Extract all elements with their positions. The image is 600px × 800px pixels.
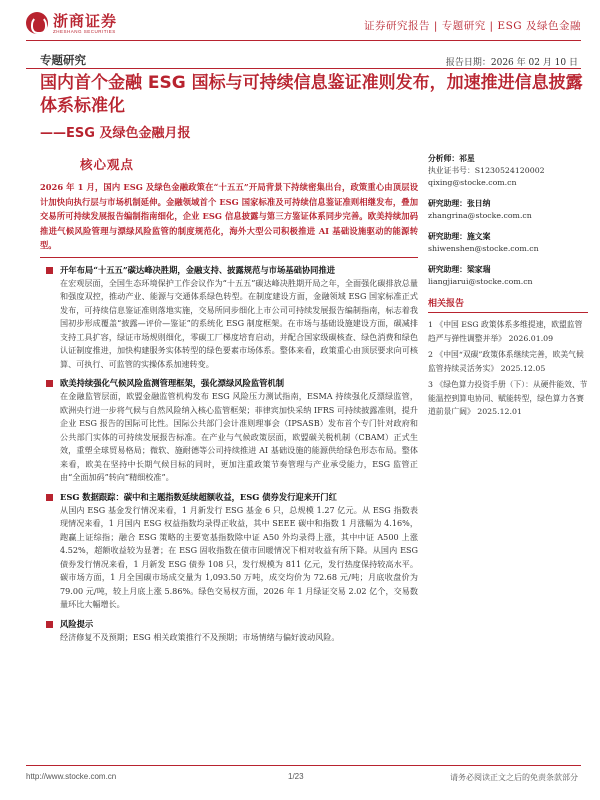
square-bullet-icon xyxy=(46,494,53,501)
analyst-cert: 执业证书号：S1230524120002 xyxy=(428,166,545,175)
lead-paragraph: 2026 年 1 月，国内 ESG 及绿色金融政策在“十五五”开局背景下持续密集出台，政策重心由顶层设计加快向执行层与市场机制延伸。金融领域首个 ESG 国家标准及可持续信息鉴证准则相继发布，叠加交易所可持续发展报告编制指南细化，企业 ESG 信息披露与第三方鉴证体系同步完善。欧美持续加码推进气候风险管理与漂绿风险监管的制度规范化，海外大型公司积极推进 AI 基础设施驱动的能源转型。 xyxy=(40,182,418,251)
report-title: 国内首个金融 ESG 国标与可持续信息鉴证准则发布，加速推进信息披露体系标准化 xyxy=(40,73,583,116)
section-body: 在宏观层面，全国生态环境保护工作会议作为“十五五”碳达峰决胜期开局之年，全面强化碳排放总量和强度双控，推动产业、能源与交通体系绿色转型。在制度建设方面，金融领域 ESG 国家标准正式发布，可持续信息鉴证准则落地实施，交易所同步细化上市公司可持续发展报告编制指南，标志着我国初步形成覆盖“披露—评价—鉴证”的系统化 ESG 制度框架。在市场与基础设施建设方面，碳减排支持工具扩容，绿证市场规则细化，零碳工厂梯度培育启动，并配合国家级碳核查、绿色消费和绿色认证制度推进，加快构建服务实体转型的绿色要素市场体系。整体来看，政策重心由顶层要求向可核算、可执行、可监管的实操体系加速转变。 xyxy=(60,277,418,369)
disclaimer-note: 请务必阅读正文之后的免责条款部分 xyxy=(450,773,578,782)
analyst-email[interactable]: qixing@stocke.com.cn xyxy=(428,178,517,187)
company-logo xyxy=(26,12,117,34)
footer-website-link[interactable]: http://www.stocke.com.cn xyxy=(26,772,117,781)
assistant-email[interactable]: zhangrina@stocke.com.cn xyxy=(428,211,532,220)
sidebar xyxy=(428,152,588,422)
core-views-heading: 核心观点 xyxy=(80,157,135,172)
related-report-item[interactable]: 3 《绿色算力投资手册（下）：从硬件能效、节能温控到算电协同、赋能转型，绿色算力各赛道前景广阔》 2025.12.01 xyxy=(428,380,588,416)
logo-name-cn: 浙商证券 xyxy=(53,11,118,30)
assistant-info xyxy=(428,230,588,255)
section-heading: 欧美持续强化气候风险监测管理框架，强化漂绿风险监管机制 xyxy=(60,378,285,389)
section-body: 在金融监管层面，欧盟金融监管机构发布 ESG 风险压力测试指南，ESMA 持续强化反漂绿监管，欧洲央行进一步将气候与自然风险纳入核心监管框架；菲律宾加快采纳 IFRS 可持续披露准则，提升企业 ESG 报告的国际可比性。国际公共部门会计准则理事会（IPSASB）发布首个专门针对政府和公共部门实体的可持续发展报告标准。在产业与气候政策层面，欧盟碳关税机制（CBAM）正式生效，重塑全球贸易格局；微软、施耐德等公司持续推进 AI 基础设施的能源供给绿色形态布局。整体来看，欧美在坚持中长期气候目标的同时，更加注重政策节奏管理与产业承受能力，ESG 监管正由“全面加码”转向“精细校准”。 xyxy=(60,391,418,483)
main-content xyxy=(40,180,418,644)
title-divider xyxy=(26,68,581,69)
section-data-tracking xyxy=(40,491,418,612)
related-report-item[interactable]: 1 《中国 ESG 政策体系多维提速，欧盟监管趋严与弹性调整并举》 2026.01.09 xyxy=(428,320,583,343)
assistant-email[interactable]: liangjiarui@stocke.com.cn xyxy=(428,277,533,286)
logo-name-en: ZHESHANG SECURITIES xyxy=(53,28,116,34)
section-overseas xyxy=(40,377,418,485)
related-reports-heading: 相关报告 xyxy=(428,296,588,313)
header-divider xyxy=(26,40,581,41)
assistant-email[interactable]: shiwenshen@stocke.com.cn xyxy=(428,244,539,253)
assistant-info xyxy=(428,197,588,222)
square-bullet-icon xyxy=(46,621,53,628)
page-number: 1/23 xyxy=(288,772,304,781)
assistant-name: 研究助理：施文案 xyxy=(428,232,491,241)
lead-divider xyxy=(40,257,418,258)
section-risk xyxy=(40,618,418,645)
section-heading: 开年布局“十五五”碳达峰决胜期，金融支持、披露规范与市场基础协同推进 xyxy=(60,264,336,275)
header-category: 证券研究报告 | 专题研究 | ESG 及绿色金融 xyxy=(363,20,581,32)
section-body: 经济修复不及预期；ESG 相关政策推行不及预期；市场情绪与偏好波动风险。 xyxy=(60,631,340,642)
assistant-info xyxy=(428,263,588,288)
assistant-name: 研究助理：张日纳 xyxy=(428,199,491,208)
page-header xyxy=(26,10,581,38)
related-reports-list xyxy=(428,318,588,419)
logo-icon xyxy=(26,12,48,34)
footer-divider xyxy=(26,765,581,766)
section-heading: 风险提示 xyxy=(60,618,94,629)
report-date: 报告日期：2026 年 02 月 10 日 xyxy=(445,58,578,68)
section-policy xyxy=(40,264,418,372)
report-series: ——ESG 及绿色金融月报 xyxy=(40,126,191,141)
related-report-item[interactable]: 2 《中国“双碳”政策体系继续完善，欧美气候监管持续灵活务实》 2025.12.05 xyxy=(428,350,584,373)
report-type: 专题研究 xyxy=(40,53,86,67)
square-bullet-icon xyxy=(46,380,53,387)
assistant-name: 研究助理：梁家瑞 xyxy=(428,265,491,274)
section-body: 从国内 ESG 基金发行情况来看，1 月新发行 ESG 基金 6 只，总规模 1.27 亿元。从 ESG 指数表现情况来看，1 月国内 ESG 权益指数均录得正收益，其中 SEEE 碳中和指数 1 月涨幅为 4.16%，跑赢上证综指；融合 ESG 策略的主要宽基指数除中证 A50 外均录得上涨，其中中证 A500 上涨 4.52%，超额收益较为显著；在 ESG 固收指数在债市回暖情况下相对收益有所下降。从国内 ESG 债券发行情况来看，1 月新发 ESG 债券 108 只，发行规模为 811 亿元，发行热度保持较高水平。碳市场方面，1 月全国碳市场成交量为 1,093.50 万吨，成交均价为 72.68 元/吨；月底收盘价为 79.00 元/吨，较上月底上涨 5.86%。绿色交易权方面，2026 年 1 月绿证交易 2.02 亿个，交易数量环比大幅增长。 xyxy=(60,504,418,610)
square-bullet-icon xyxy=(46,267,53,274)
analyst-info xyxy=(428,152,588,189)
analyst-name: 分析师：祁星 xyxy=(428,154,475,163)
section-heading: ESG 数据跟踪：碳中和主题指数延续超额收益，ESG 债券发行迎来开门红 xyxy=(60,491,337,502)
